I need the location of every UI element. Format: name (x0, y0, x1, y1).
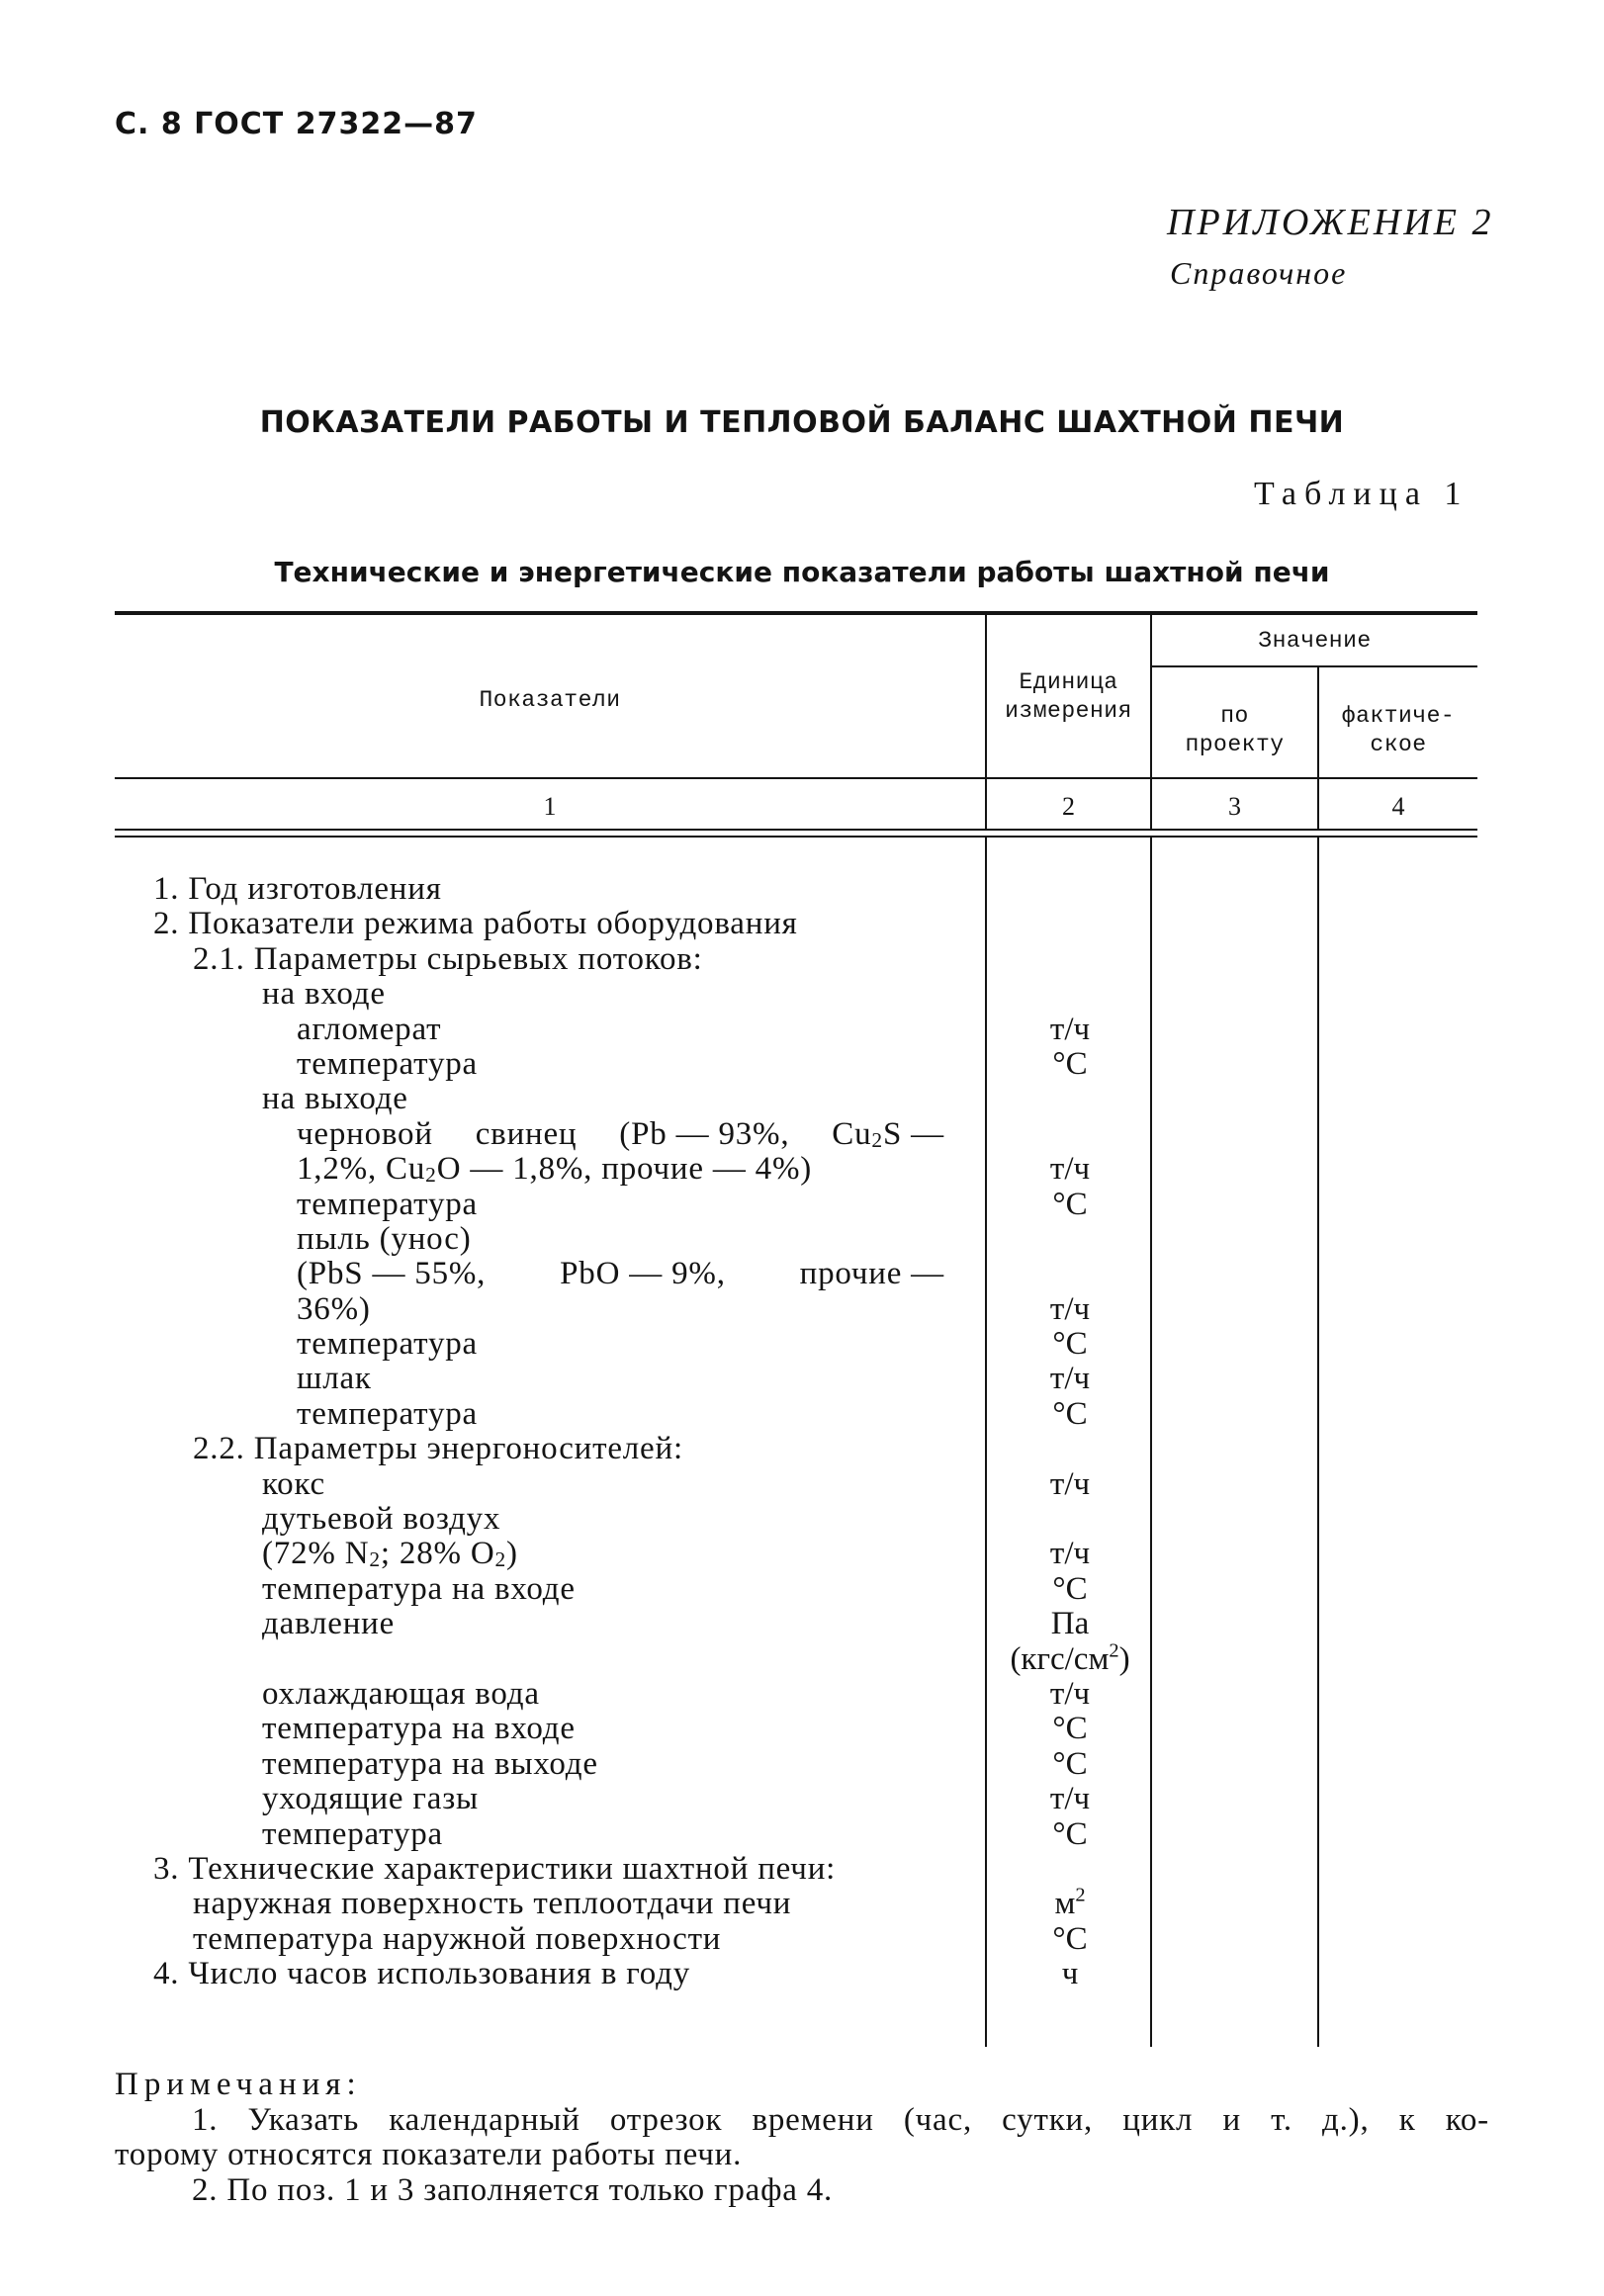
row-unit: °С (1052, 1815, 1088, 1852)
row-indicator: температура на входе (262, 1570, 576, 1607)
row-unit: т/ч (1049, 1536, 1091, 1572)
table-body (0, 872, 1604, 1992)
row-unit: т/ч (1049, 1290, 1091, 1327)
row-unit: т/ч (1049, 1011, 1091, 1047)
row-unit: °С (1052, 1395, 1088, 1432)
row-indicator: 36%) (297, 1290, 371, 1327)
row-unit: т/ч (1049, 1151, 1091, 1188)
table-row (0, 1957, 1604, 1991)
table-title: Технические и энергетические показатели работы шахтной печи (274, 556, 1330, 588)
row-indicator: температура (262, 1815, 443, 1852)
notes-heading: Примечания: (115, 2067, 362, 2102)
row-unit: °С (1052, 1570, 1088, 1607)
row-indicator: (72% $N_2$; 28% $O_2$) (262, 1536, 518, 1572)
table-row (0, 1747, 1604, 1782)
header-actual: фактиче- ское (1341, 703, 1456, 757)
table-row (0, 1607, 1604, 1641)
row-unit: т/ч (1049, 1781, 1091, 1817)
table-row (0, 1432, 1604, 1466)
column-number-1: 1 (543, 792, 557, 821)
row-indicator: кокс (262, 1465, 325, 1502)
table-row (0, 1639, 1604, 1677)
table-label: Таблица 1 (1254, 476, 1470, 512)
row-unit: °С (1052, 1326, 1088, 1363)
row-indicator: 1. Год изготовления (153, 871, 442, 907)
row-unit: °С (1052, 1186, 1088, 1222)
row-indicator: (PbS — 55%, PbO — 9%, прочие — (297, 1256, 944, 1292)
row-indicator: черновой свинец (Pb — 93%, $Cu_2S$ — (297, 1115, 944, 1152)
row-indicator: дутьевой воздух (262, 1501, 501, 1538)
table-row (0, 1677, 1604, 1712)
row-indicator: агломерат (297, 1011, 442, 1047)
table-row (0, 1117, 1604, 1152)
table-row (0, 977, 1604, 1012)
table-row (0, 1782, 1604, 1816)
row-unit: °С (1052, 1745, 1088, 1782)
table-row (0, 1397, 1604, 1432)
header-indicators: Показатели (479, 687, 621, 713)
row-indicator: температура (297, 1186, 478, 1222)
table-row (0, 1013, 1604, 1047)
row-indicator: уходящие газы (262, 1781, 480, 1817)
row-indicator: температура на выходе (262, 1745, 598, 1782)
table-row (0, 1712, 1604, 1746)
row-indicator: температура наружной поверхности (193, 1920, 722, 1957)
appendix-title: ПРИЛОЖЕНИЕ 2 (1167, 202, 1494, 243)
table-row (0, 1467, 1604, 1502)
row-indicator: 3. Технические характеристики шахтной печи: (153, 1850, 837, 1887)
column-number-3: 3 (1228, 792, 1241, 821)
row-unit: $(кгс/см^2)$ (1010, 1639, 1130, 1677)
column-number-2: 2 (1062, 792, 1075, 821)
notes (115, 2068, 1499, 2208)
column-number-rule-1 (115, 829, 1477, 831)
table-row (0, 1922, 1604, 1957)
table-row (0, 1502, 1604, 1537)
row-unit: т/ч (1049, 1361, 1091, 1397)
row-indicator: на входе (262, 976, 386, 1013)
row-unit: т/ч (1049, 1675, 1091, 1712)
table-row (0, 942, 1604, 977)
document-title: ПОКАЗАТЕЛИ РАБОТЫ И ТЕПЛОВОЙ БАЛАНС ШАХТНОЙ ПЕЧИ (259, 405, 1345, 440)
row-unit: $м^2$ (1054, 1885, 1086, 1922)
row-indicator: наружная поверхность теплоотдачи печи (193, 1886, 792, 1922)
row-indicator: 2. Показатели режима работы оборудования (153, 906, 798, 942)
row-indicator: 4. Число часов использования в году (153, 1956, 691, 1992)
row-indicator: температура на входе (262, 1711, 576, 1747)
note-1-line-2: торому относятся показатели работы печи. (115, 2137, 743, 2172)
table-row (0, 1852, 1604, 1887)
value-group-rule (1152, 665, 1477, 667)
row-unit: ч (1061, 1956, 1079, 1992)
table-row (0, 1082, 1604, 1116)
table-row (0, 1327, 1604, 1362)
note-1-line-1: 1. Указать календарный отрезок времени (час, сутки, цикл и т. д.), к ко- (192, 2101, 1489, 2138)
row-indicator: пыль (унос) (297, 1220, 472, 1257)
row-indicator: давление (262, 1606, 396, 1642)
table-row (0, 1047, 1604, 1082)
table-row (0, 1292, 1604, 1327)
row-indicator: на выходе (262, 1081, 408, 1117)
table-row (0, 1887, 1604, 1921)
table-row (0, 1362, 1604, 1396)
header-unit: Единица измерения (1005, 669, 1132, 724)
table-row (0, 1188, 1604, 1222)
row-indicator: шлак (297, 1361, 372, 1397)
table-row (0, 872, 1604, 907)
row-unit: Па (1050, 1606, 1090, 1642)
row-indicator: температура (297, 1045, 478, 1082)
table-row (0, 1572, 1604, 1607)
row-indicator: температура (297, 1395, 478, 1432)
header-bottom-rule (115, 777, 1477, 779)
note-2: 2. По поз. 1 и 3 заполняется только графа 4. (192, 2171, 834, 2208)
row-indicator: 1,2%, $Cu_2O$ — 1,8%, прочие — 4%) (297, 1151, 813, 1188)
table-top-rule (115, 611, 1477, 615)
table-row (0, 1222, 1604, 1257)
row-indicator: охлаждающая вода (262, 1675, 540, 1712)
appendix-type: Справочное (1170, 255, 1348, 291)
row-indicator: 2.1. Параметры сырьевых потоков: (193, 940, 703, 977)
row-indicator: 2.2. Параметры энергоносителей: (193, 1431, 683, 1467)
row-unit: °С (1052, 1045, 1088, 1082)
page-reference: С. 8 ГОСТ 27322—87 (115, 107, 478, 141)
row-indicator: температура (297, 1326, 478, 1363)
row-unit: °С (1052, 1711, 1088, 1747)
header-by-design: по проекту (1185, 703, 1285, 757)
header-value: Значение (1258, 628, 1372, 654)
column-number-4: 4 (1391, 792, 1405, 821)
table-row (0, 907, 1604, 941)
table-row (0, 1152, 1604, 1187)
table-row (0, 1257, 1604, 1291)
table-row (0, 1817, 1604, 1852)
table-row (0, 1537, 1604, 1571)
column-number-rule-2 (115, 836, 1477, 838)
row-unit: °С (1052, 1920, 1088, 1957)
row-unit: т/ч (1049, 1465, 1091, 1502)
